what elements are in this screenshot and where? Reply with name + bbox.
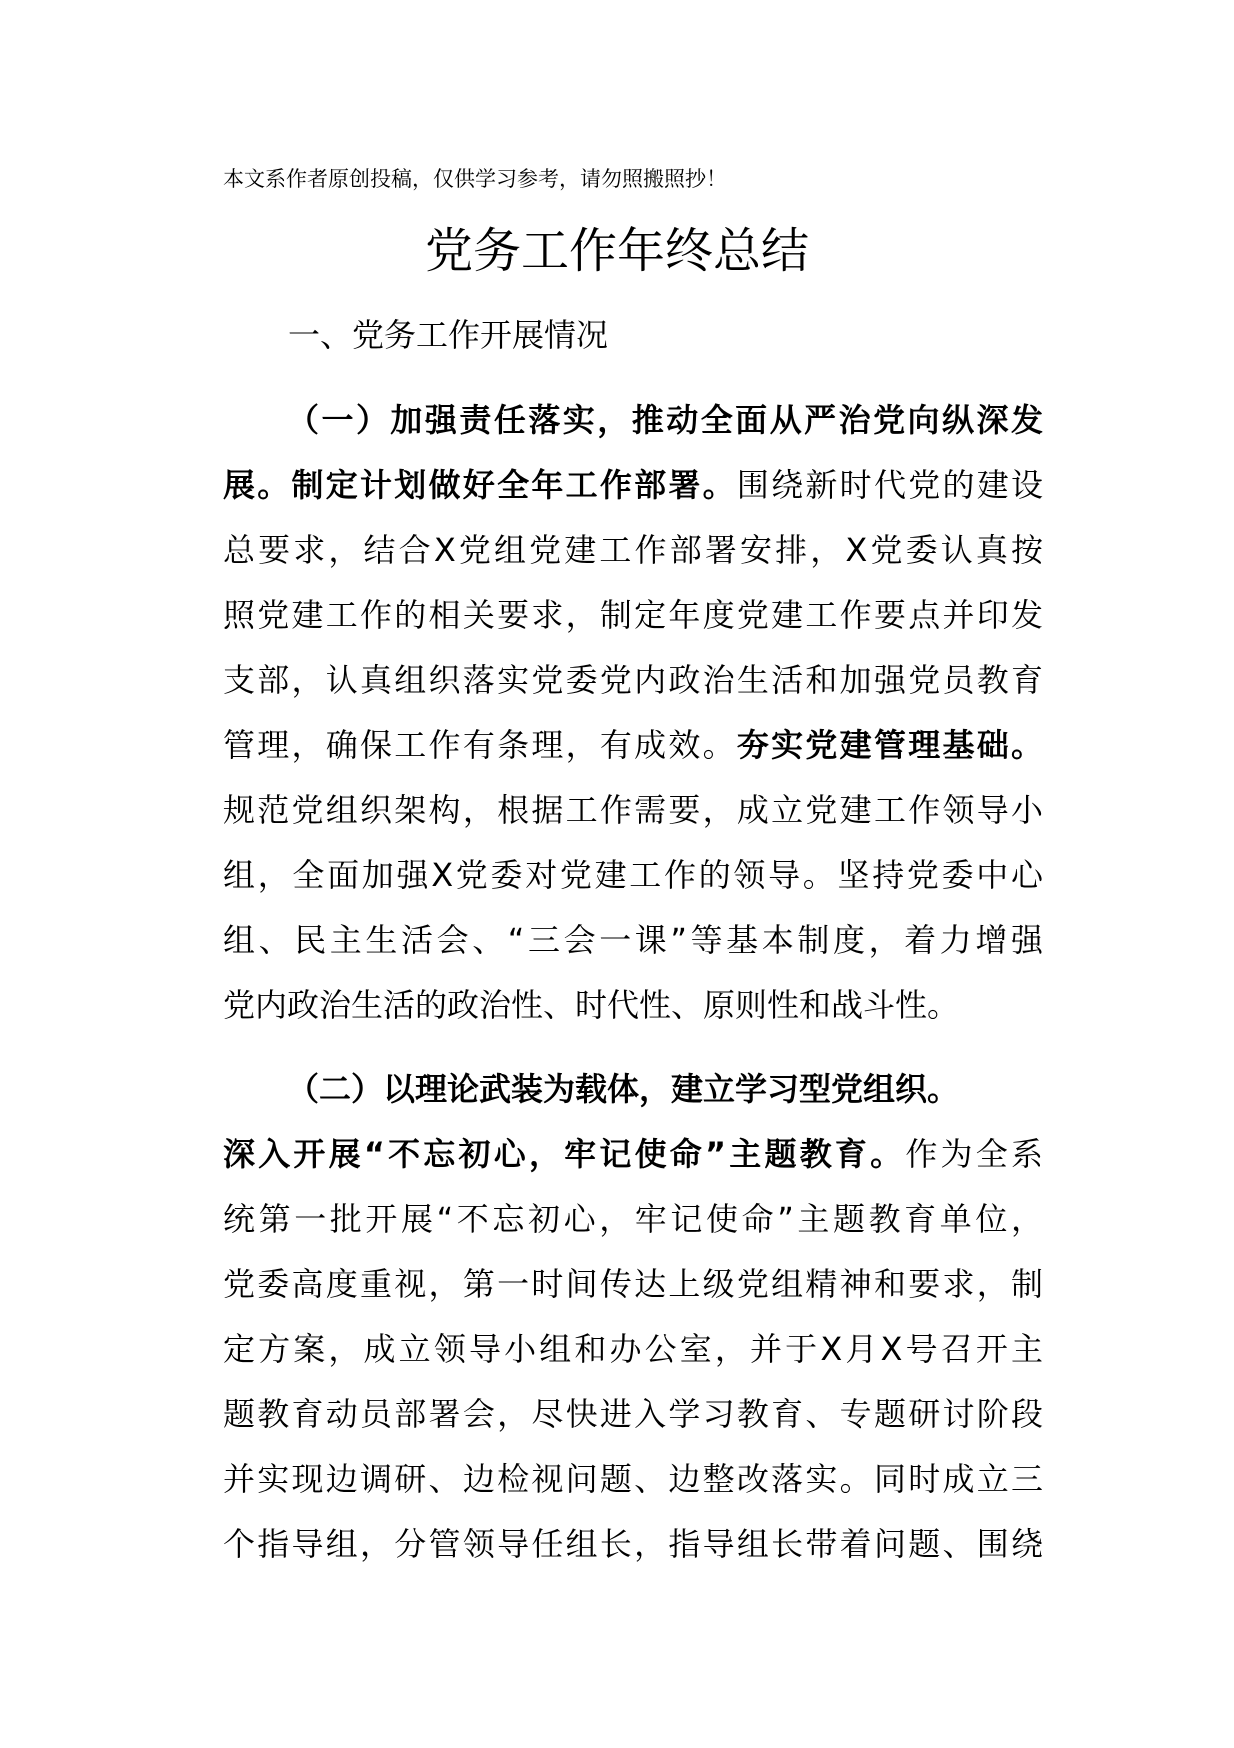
body-text: 管理，确保工作有条理，有成效。: [223, 726, 737, 764]
paragraph-line: [223, 1252, 1043, 1317]
paragraph-line: [223, 973, 1043, 1038]
body-text: 组、民主生活会、“三会一课”等基本制度，着力增强: [223, 921, 1043, 959]
paragraph-line: [223, 713, 1043, 778]
body-text: 统第一批开展“不忘初心，牢记使命”主题教育单位，: [223, 1200, 1043, 1238]
body-text: 党委高度重视，第一时间传达上级党组精神和要求，制: [223, 1265, 1043, 1303]
body-text: 围绕新时代党的建设: [736, 466, 1043, 504]
paragraph-line: [223, 648, 1043, 713]
bold-text: （一）加强责任落实，推动全面从严治党向纵深发: [287, 401, 1043, 439]
paragraph-line: [223, 1122, 1043, 1187]
paragraph-line: [223, 1057, 1043, 1122]
section-heading: 一、党务工作开展情况: [288, 316, 609, 354]
paragraph-2: [223, 1057, 1043, 1577]
body-text: 题教育动员部署会，尽快进入学习教育、专题研讨阶段: [223, 1395, 1043, 1433]
bold-text: 深入开展“不忘初心，牢记使命”主题教育。: [223, 1135, 906, 1173]
paragraph-line: [223, 1317, 1043, 1382]
paragraph-line: [223, 1382, 1043, 1447]
body-text: 照党建工作的相关要求，制定年度党建工作要点并印发: [223, 596, 1043, 634]
paragraph-line: [223, 583, 1043, 648]
author-notice: 本文系作者原创投稿，仅供学习参考，请勿照搬照抄！: [223, 167, 727, 191]
paragraph-line: [223, 453, 1043, 518]
body-text: 作为全系: [905, 1135, 1043, 1173]
bold-text: 夯实党建管理基础。: [736, 726, 1043, 764]
body-text: 个指导组，分管领导任组长，指导组长带着问题、围绕: [223, 1525, 1043, 1563]
paragraph-line: [223, 1187, 1043, 1252]
paragraph-line: [223, 908, 1043, 973]
paragraph-line: [223, 1512, 1043, 1577]
bold-text: （二）以理论武装为载体，建立学习型党组织。: [287, 1070, 960, 1108]
document-title: 党务工作年终总结: [424, 223, 809, 279]
paragraph-line: [223, 778, 1043, 843]
paragraph-line: [223, 1447, 1043, 1512]
bold-text: 展。制定计划做好全年工作部署。: [223, 466, 737, 504]
body-text: 定方案，成立领导小组和办公室，并于X月X号召开主: [223, 1330, 1043, 1368]
paragraph-line: [223, 518, 1043, 583]
body-text: 党内政治生活的政治性、时代性、原则性和战斗性。: [223, 986, 960, 1024]
body-text: 支部，认真组织落实党委党内政治生活和加强党员教育: [223, 661, 1043, 699]
body-text: 组，全面加强X党委对党建工作的领导。坚持党委中心: [223, 856, 1043, 894]
body-text: 规范党组织架构，根据工作需要，成立党建工作领导小: [223, 791, 1043, 829]
paragraph-line: [223, 843, 1043, 908]
paragraph-line: [223, 388, 1043, 453]
body-text: 并实现边调研、边检视问题、边整改落实。同时成立三: [223, 1460, 1043, 1498]
body-text: 总要求，结合X党组党建工作部署安排，X党委认真按: [223, 531, 1043, 569]
paragraph-1: [223, 388, 1043, 1038]
